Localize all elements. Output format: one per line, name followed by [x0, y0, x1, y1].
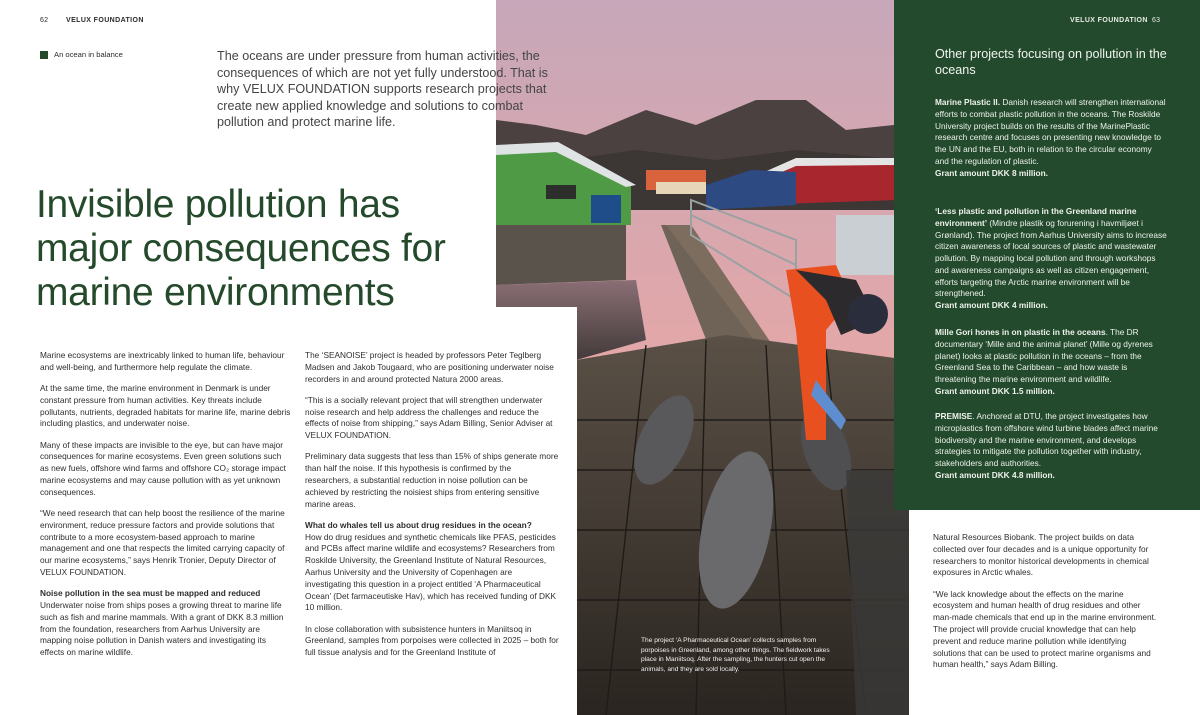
paragraph: In close collaboration with subsistence hunters in Maniitsoq in Greenland, samples from porpoises were collected in 2025 – both for full tissue analysis and for the Greenland Institute of: [305, 623, 559, 658]
sidebar-item-name: ‘Less plastic and pollution in the Greenland marine environment’: [935, 206, 1137, 228]
body-column-2: [305, 350, 559, 668]
sidebar-item-grant: Grant amount DKK 4 million.: [935, 300, 1048, 311]
left-page-number: 62: [40, 17, 49, 24]
intro-text: The oceans are under pressure from human activities, the consequences of which are not yet fully understood. That is why VELUX FOUNDATION supports research projects that create new applied knowledge and solutions to combat pollution and protect marine life.: [217, 49, 548, 130]
paragraph: How do drug residues and synthetic chemicals like PFAS, pesticides and PCBs affect marine wildlife and ecosystems? Researchers from Roskilde University, the Greenland Institute of Natural Resources, Aarhus University and the University of Copenhagen are investigating this question in a project entitled ‘A Pharmaceutical Ocean’ (Det farmaceutiske Hav), which has received funding of DKK 10 million.: [305, 531, 557, 613]
left-running-title: VELUX FOUNDATION: [66, 17, 144, 24]
paragraph: Underwater noise from ships poses a growing threat to marine life such as fish and marine mammals. With a grant of DKK 8.3 million from the foundation, researchers from Aarhus University are mapping noise pollution in Danish waters and investigating its effects on marine wildlife.: [40, 600, 284, 658]
headline: Invisible pollution has major consequences for marine environments: [36, 183, 446, 315]
sidebar-panel: [894, 0, 1200, 510]
paragraph: The ‘SEANOISE’ project is headed by professors Peter Teglberg Madsen and Jakob Tougaard, who are positioning underwater noise recorders in and around protected Natura 2000 areas.: [305, 350, 554, 384]
subheading: Noise pollution in the sea must be mapped and reduced: [40, 588, 261, 599]
paragraph: Many of these impacts are invisible to the eye, but can have major consequences for marine ecosystems. Even green solutions such as new fuels, offshore wind farms and offshore CO₂ storage impact marine ecosystems and may cause pollution with as yet unknown consequences.: [40, 439, 286, 497]
paragraph: Marine ecosystems are inextricably linked to human life, behaviour and well-being, and furthermore help regulate the climate.: [40, 350, 285, 372]
sidebar-item-name: Marine Plastic II.: [935, 97, 1001, 107]
sidebar-item: [935, 97, 1167, 179]
paragraph: Preliminary data suggests that less than 15% of ships generate more than half the noise. If this hypothesis is confirmed by the researchers, a substantial reduction in noise pollution can be achieved by restricting the noisiest ships from entering sensitive marine areas.: [305, 451, 559, 509]
photo-caption: The project ‘A Pharmaceutical Ocean’ collects samples from porpoises in Greenland, among other things. The fieldwork takes place in Maniitsoq. After the sampling, the hunters cut open the animals, and they are sold locally.: [641, 637, 830, 673]
sidebar-item-body: . Anchored at DTU, the project investigates how microplastics from offshore wind turbine blades affect marine biodiversity and the marine environment, and develops strategies to mitigate the pollution together with industry, stakeholders and authorities.: [935, 411, 1158, 469]
paragraph: At the same time, the marine environment in Denmark is under constant pressure from human activities. Key threats include pollutants, nutrients, degraded habitats for marine life, marine debris including plastics, and underwater noise.: [40, 383, 291, 429]
right-page-number: 63: [1152, 17, 1161, 24]
body-column-1: [40, 350, 292, 668]
sidebar-title: Other projects focusing on pollution in the oceans: [935, 47, 1167, 78]
paragraph: “We lack knowledge about the effects on the marine ecosystem and human health of drug residues and other man-made chemicals that end up in the marine environment. The project will provide crucial knowledge that can help prevent and reduce marine pollution while identifying solutions that can be used to protect marine organisms and human health,” says Adam Billing.: [933, 588, 1157, 670]
sidebar-item-name: Mille Gori hones in on plastic in the oceans: [935, 327, 1106, 337]
paragraph: “We need research that can help boost the resilience of the marine environment, reduce pressure factors and provide solutions that contribute to a more ecosystem-based approach to marine management and one that respects the limited carrying capacity of our marine ecosystems,” says Henrik Tronier, Deputy Director of VELUX FOUNDATION.: [40, 508, 285, 577]
sidebar-item-grant: Grant amount DKK 1.5 million.: [935, 385, 1055, 396]
sidebar-item-body: Danish research will strengthen international efforts to combat plastic pollution in the oceans. The Roskilde University project builds on the results of the MarinePlastic research centre and focuses on presenting new knowledge to the UN and the EU, both in relation to the circular economy and the regulation of plastic.: [935, 97, 1166, 166]
paragraph: Natural Resources Biobank. The project builds on data collected over four decades and is a unique opportunity for researchers to monitor historical developments in chemical exposures in Arctic whales.: [933, 532, 1149, 578]
sidebar-item: [935, 206, 1167, 312]
right-running-title: VELUX FOUNDATION: [1070, 17, 1148, 24]
sidebar-item-body: . The DR documentary ‘Mille and the animal planet’ (Mille og dyrenes planet) looks at plastic pollution in the oceans – from the Greenland Sea to the Caribbean – and how waste is threatening the marine environment and wildlife.: [935, 327, 1153, 385]
body-column-3: [933, 532, 1161, 681]
sidebar-item-name: PREMISE: [935, 411, 973, 421]
sidebar-item-grant: Grant amount DKK 4.8 million.: [935, 469, 1055, 480]
sidebar-item: [935, 327, 1167, 398]
section-label: An ocean in balance: [54, 50, 123, 59]
subheading: What do whales tell us about drug residues in the ocean?: [305, 519, 532, 530]
sidebar-item-grant: Grant amount DKK 8 million.: [935, 167, 1048, 178]
paragraph: “This is a socially relevant project that will strengthen underwater noise research and help address the challenges and reduce the effects of noise from shipping,” says Adam Billing, Senior Adviser at VELUX FOUNDATION.: [305, 394, 553, 441]
section-marker-icon: [40, 51, 48, 59]
sidebar-item-body: (Mindre plastik og forurening i havmiljøet i Grønland). The project from Aarhus University aims to increase citizen awareness of local sources of plastic and wastewater pollution. By mapping local pollution and through workshops and awareness campaigns as well as citizen engagement, efforts targeting the Arctic marine environment will be strengthened.: [935, 217, 1167, 299]
sidebar-item: [935, 411, 1167, 482]
